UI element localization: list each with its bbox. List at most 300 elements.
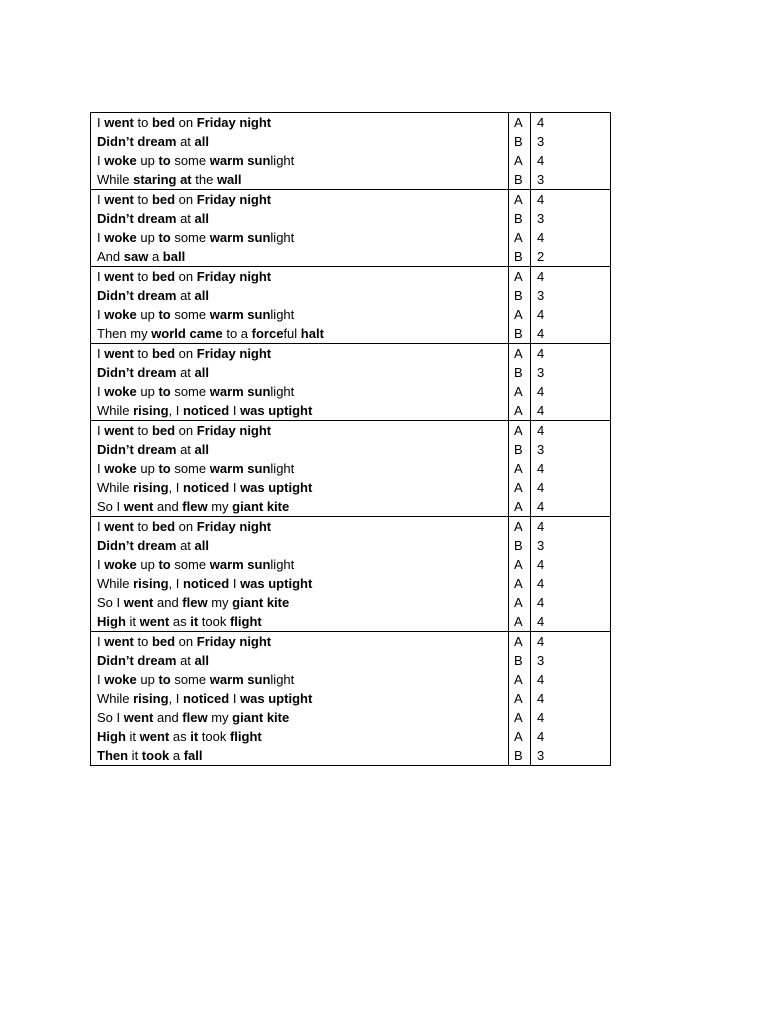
poem-line [97, 382, 508, 401]
stress-count-cell [531, 517, 611, 632]
rhyme-letter: A [514, 384, 523, 399]
poem-line [97, 344, 508, 363]
stressed-text: Friday night [196, 115, 272, 130]
stressed-text: it [190, 614, 199, 629]
unstressed-text: , I [168, 576, 183, 591]
stressed-text: giant kite [232, 710, 290, 725]
unstressed-text: light [270, 557, 295, 572]
stressed-text: was uptight [240, 691, 313, 706]
unstressed-text: , I [168, 480, 183, 495]
unstressed-text: some [170, 672, 210, 687]
stressed-text: woke [104, 307, 137, 322]
stanza-lines-cell [91, 344, 509, 421]
rhyme-letter: B [514, 134, 523, 149]
rhyme-scheme-cell [509, 421, 531, 517]
rhyme-letter: B [514, 653, 523, 668]
stressed-text: staring at [133, 172, 192, 187]
stressed-text: Friday night [196, 346, 272, 361]
stressed-text: fall [183, 748, 203, 763]
stress-count: 4 [537, 461, 545, 476]
unstressed-text: up [136, 230, 159, 245]
poem-line [97, 612, 508, 631]
unstressed-text: So I [97, 595, 124, 610]
poem-line [97, 708, 508, 727]
stressed-text: force [251, 326, 284, 341]
unstressed-text: up [136, 461, 159, 476]
poem-line [97, 727, 508, 746]
poem-line [97, 574, 508, 593]
unstressed-text: light [270, 307, 295, 322]
stress-count-cell [531, 190, 611, 267]
unstressed-text: light [270, 230, 295, 245]
stressed-text: bed [151, 115, 176, 130]
stanza-row [91, 632, 611, 766]
poem-line [97, 324, 508, 343]
stressed-text: all [194, 365, 210, 380]
unstressed-text: light [270, 672, 295, 687]
stanza-row [91, 113, 611, 190]
stressed-text: went [139, 729, 170, 744]
stress-count: 4 [537, 423, 545, 438]
stressed-text: to [158, 557, 171, 572]
stressed-text: noticed [182, 576, 230, 591]
stressed-text: all [194, 211, 210, 226]
stressed-text: noticed [182, 480, 230, 495]
rhyme-letter: B [514, 538, 523, 553]
rhyme-letter: B [514, 748, 523, 763]
stressed-text: halt [300, 326, 324, 341]
stress-count: 4 [537, 153, 545, 168]
unstressed-text: my [207, 595, 233, 610]
stressed-text: Then [97, 748, 129, 763]
unstressed-text: light [270, 153, 295, 168]
poem-line [97, 190, 508, 209]
unstressed-text: I [97, 192, 105, 207]
stressed-text: warm sun [209, 384, 271, 399]
unstressed-text: the [191, 172, 217, 187]
stressed-text: Friday night [196, 519, 272, 534]
unstressed-text: I [97, 269, 105, 284]
stressed-text: Didn’t dream [97, 365, 177, 380]
poem-line [97, 363, 508, 382]
stressed-text: it [190, 729, 199, 744]
stress-count: 4 [537, 326, 545, 341]
poem-line [97, 113, 508, 132]
unstressed-text: I [97, 461, 105, 476]
unstressed-text: I [97, 557, 105, 572]
rhyme-letter: A [514, 595, 523, 610]
stress-count: 4 [537, 346, 545, 361]
unstressed-text: light [270, 461, 295, 476]
stressed-text: warm sun [209, 153, 271, 168]
stress-count-cell [531, 344, 611, 421]
rhyme-letter: B [514, 172, 523, 187]
unstressed-text: on [175, 192, 197, 207]
unstressed-text: to [133, 269, 152, 284]
unstressed-text: on [175, 115, 197, 130]
stress-count: 4 [537, 403, 545, 418]
stressed-text: Friday night [196, 634, 272, 649]
poem-line [97, 746, 508, 765]
stressed-text: flew [182, 499, 208, 514]
poem-line [97, 689, 508, 708]
unstressed-text: I [97, 153, 105, 168]
unstressed-text: and [153, 595, 183, 610]
unstressed-text: While [97, 172, 134, 187]
unstressed-text: to [133, 423, 152, 438]
unstressed-text: up [136, 153, 159, 168]
stressed-text: flight [229, 614, 262, 629]
unstressed-text: my [207, 499, 233, 514]
stress-count: 4 [537, 614, 545, 629]
stress-count: 4 [537, 480, 545, 495]
rhyme-letter: A [514, 672, 523, 687]
stressed-text: Friday night [196, 269, 272, 284]
stanza-lines-cell [91, 632, 509, 766]
unstressed-text: , I [168, 403, 183, 418]
unstressed-text: to [133, 519, 152, 534]
stress-count: 3 [537, 748, 545, 763]
unstressed-text: to a [222, 326, 252, 341]
rhyme-letter: A [514, 230, 523, 245]
stress-count: 3 [537, 653, 545, 668]
stressed-text: saw [123, 249, 149, 264]
stressed-text: flew [182, 710, 208, 725]
stressed-text: to [158, 672, 171, 687]
rhyme-letter: A [514, 192, 523, 207]
rhyme-letter: A [514, 519, 523, 534]
stressed-text: to [158, 384, 171, 399]
stress-count: 4 [537, 691, 545, 706]
stressed-text: woke [104, 153, 137, 168]
stressed-text: woke [104, 557, 137, 572]
stressed-text: warm sun [209, 557, 271, 572]
stanza-lines-cell [91, 113, 509, 190]
stanza-lines-cell [91, 421, 509, 517]
stress-count: 4 [537, 192, 545, 207]
stress-count: 3 [537, 365, 545, 380]
stressed-text: bed [151, 423, 176, 438]
stressed-text: Friday night [196, 192, 272, 207]
poem-line [97, 555, 508, 574]
stressed-text: to [158, 461, 171, 476]
unstressed-text: I [97, 519, 105, 534]
stressed-text: was uptight [240, 480, 313, 495]
unstressed-text: I [229, 480, 241, 495]
stressed-text: noticed [182, 691, 230, 706]
unstressed-text: to [133, 115, 152, 130]
stanza-lines-cell [91, 190, 509, 267]
poem-line [97, 632, 508, 651]
unstressed-text: up [136, 384, 159, 399]
stress-count: 4 [537, 576, 545, 591]
rhyme-letter: A [514, 480, 523, 495]
unstressed-text: ful [283, 326, 301, 341]
unstressed-text: a [169, 748, 184, 763]
rhyme-letter: A [514, 269, 523, 284]
unstressed-text: on [175, 519, 197, 534]
rhyme-letter: A [514, 614, 523, 629]
stressed-text: went [104, 519, 134, 534]
stress-count: 4 [537, 499, 545, 514]
poem-line [97, 305, 508, 324]
unstressed-text: some [170, 461, 210, 476]
unstressed-text: , I [168, 691, 183, 706]
stressed-text: Friday night [196, 423, 272, 438]
stressed-text: flight [229, 729, 262, 744]
poem-table-body [91, 113, 611, 766]
stress-count: 4 [537, 230, 545, 245]
poem-line [97, 536, 508, 555]
rhyme-letter: B [514, 326, 523, 341]
unstressed-text: up [136, 672, 159, 687]
stressed-text: warm sun [209, 230, 271, 245]
poem-line [97, 286, 508, 305]
stress-count: 4 [537, 634, 545, 649]
unstressed-text: While [97, 480, 134, 495]
unstressed-text: some [170, 384, 210, 399]
rhyme-letter: A [514, 461, 523, 476]
stress-count: 4 [537, 557, 545, 572]
unstressed-text: I [97, 115, 105, 130]
unstressed-text: Then my [97, 326, 152, 341]
stanza-row [91, 190, 611, 267]
poem-line [97, 670, 508, 689]
poem-line [97, 247, 508, 266]
unstressed-text: I [97, 230, 105, 245]
unstressed-text: my [207, 710, 233, 725]
unstressed-text: at [176, 288, 195, 303]
unstressed-text: I [229, 576, 241, 591]
stress-count: 4 [537, 115, 545, 130]
stressed-text: went [104, 115, 134, 130]
stressed-text: giant kite [232, 499, 290, 514]
stress-count: 2 [537, 249, 545, 264]
unstressed-text: on [175, 634, 197, 649]
stressed-text: was uptight [240, 576, 313, 591]
unstressed-text: While [97, 576, 134, 591]
unstressed-text: it [128, 748, 142, 763]
rhyme-scheme-cell [509, 267, 531, 344]
rhyme-letter: B [514, 442, 523, 457]
rhyme-letter: A [514, 729, 523, 744]
rhyme-letter: A [514, 403, 523, 418]
unstressed-text: light [270, 384, 295, 399]
stressed-text: bed [151, 269, 176, 284]
unstressed-text: it [125, 729, 140, 744]
unstressed-text: to [133, 346, 152, 361]
stressed-text: rising [133, 403, 169, 418]
rhyme-letter: A [514, 710, 523, 725]
poem-line [97, 267, 508, 286]
stressed-text: went [104, 269, 134, 284]
stressed-text: warm sun [209, 672, 271, 687]
stressed-text: all [194, 538, 210, 553]
unstressed-text: on [175, 269, 197, 284]
unstressed-text: I [97, 307, 105, 322]
rhyme-letter: A [514, 691, 523, 706]
stressed-text: woke [104, 230, 137, 245]
stressed-text: flew [182, 595, 208, 610]
stress-count: 4 [537, 710, 545, 725]
poem-stress-table [90, 112, 611, 766]
stressed-text: all [194, 134, 210, 149]
stressed-text: went [104, 346, 134, 361]
stressed-text: wall [216, 172, 242, 187]
rhyme-letter: A [514, 634, 523, 649]
poem-line [97, 401, 508, 420]
stress-count: 4 [537, 519, 545, 534]
stress-count: 4 [537, 384, 545, 399]
stressed-text: to [158, 230, 171, 245]
unstressed-text: some [170, 557, 210, 572]
unstressed-text: I [97, 384, 105, 399]
stressed-text: rising [133, 691, 169, 706]
rhyme-scheme-cell [509, 190, 531, 267]
stress-count: 3 [537, 288, 545, 303]
rhyme-letter: B [514, 288, 523, 303]
rhyme-scheme-cell [509, 344, 531, 421]
stress-count: 3 [537, 211, 545, 226]
unstressed-text: took [198, 729, 230, 744]
rhyme-letter: B [514, 211, 523, 226]
unstressed-text: at [176, 538, 195, 553]
stressed-text: to [158, 307, 171, 322]
unstressed-text: on [175, 423, 197, 438]
poem-line [97, 170, 508, 189]
stress-count: 4 [537, 672, 545, 687]
stressed-text: all [194, 442, 210, 457]
stressed-text: was uptight [240, 403, 313, 418]
rhyme-scheme-cell [509, 517, 531, 632]
unstressed-text: up [136, 307, 159, 322]
rhyme-letter: A [514, 153, 523, 168]
stressed-text: warm sun [209, 461, 271, 476]
poem-line [97, 593, 508, 612]
stress-count: 3 [537, 134, 545, 149]
poem-line [97, 651, 508, 670]
poem-line [97, 151, 508, 170]
rhyme-letter: A [514, 307, 523, 322]
unstressed-text: to [133, 192, 152, 207]
stressed-text: bed [151, 346, 176, 361]
unstressed-text: While [97, 691, 134, 706]
unstressed-text: some [170, 230, 210, 245]
stressed-text: warm sun [209, 307, 271, 322]
poem-line [97, 497, 508, 516]
stressed-text: went [139, 614, 170, 629]
unstressed-text: at [176, 134, 195, 149]
unstressed-text: And [97, 249, 124, 264]
stress-count: 3 [537, 172, 545, 187]
unstressed-text: I [97, 423, 105, 438]
poem-line [97, 421, 508, 440]
unstressed-text: a [148, 249, 163, 264]
unstressed-text: I [229, 691, 241, 706]
poem-line [97, 459, 508, 478]
rhyme-letter: A [514, 115, 523, 130]
stressed-text: took [141, 748, 170, 763]
stanza-lines-cell [91, 517, 509, 632]
stress-count-cell [531, 421, 611, 517]
stressed-text: went [104, 634, 134, 649]
stressed-text: woke [104, 461, 137, 476]
stressed-text: went [123, 710, 154, 725]
stressed-text: High [97, 614, 126, 629]
stressed-text: went [123, 595, 154, 610]
unstressed-text: I [97, 672, 105, 687]
unstressed-text: So I [97, 710, 124, 725]
stress-count: 4 [537, 729, 545, 744]
stressed-text: bed [151, 634, 176, 649]
unstressed-text: I [229, 403, 241, 418]
stress-count: 4 [537, 307, 545, 322]
poem-line [97, 440, 508, 459]
stressed-text: world came [151, 326, 223, 341]
stressed-text: Didn’t dream [97, 134, 177, 149]
stressed-text: Didn’t dream [97, 442, 177, 457]
rhyme-letter: A [514, 346, 523, 361]
stanza-row [91, 517, 611, 632]
unstressed-text: to [133, 634, 152, 649]
stressed-text: Didn’t dream [97, 653, 177, 668]
stanza-row [91, 421, 611, 517]
unstressed-text: and [153, 710, 183, 725]
unstressed-text: as [169, 729, 191, 744]
stress-count-cell [531, 267, 611, 344]
stressed-text: rising [133, 480, 169, 495]
unstressed-text: some [170, 153, 210, 168]
unstressed-text: up [136, 557, 159, 572]
stress-count-cell [531, 632, 611, 766]
stressed-text: woke [104, 672, 137, 687]
poem-line [97, 478, 508, 497]
unstressed-text: at [176, 211, 195, 226]
stress-count: 4 [537, 595, 545, 610]
stressed-text: giant kite [232, 595, 290, 610]
stress-count-cell [531, 113, 611, 190]
unstressed-text: on [175, 346, 197, 361]
stressed-text: Didn’t dream [97, 211, 177, 226]
stanza-lines-cell [91, 267, 509, 344]
rhyme-letter: A [514, 423, 523, 438]
stressed-text: ball [162, 249, 186, 264]
stressed-text: to [158, 153, 171, 168]
stressed-text: woke [104, 384, 137, 399]
unstressed-text: and [153, 499, 183, 514]
unstressed-text: at [176, 442, 195, 457]
unstressed-text: at [176, 365, 195, 380]
unstressed-text: I [97, 634, 105, 649]
stressed-text: rising [133, 576, 169, 591]
stress-count: 3 [537, 538, 545, 553]
poem-line [97, 517, 508, 536]
stressed-text: all [194, 288, 210, 303]
unstressed-text: it [125, 614, 140, 629]
stressed-text: Didn’t dream [97, 288, 177, 303]
rhyme-letter: B [514, 249, 523, 264]
stressed-text: Didn’t dream [97, 538, 177, 553]
rhyme-scheme-cell [509, 113, 531, 190]
unstressed-text: While [97, 403, 134, 418]
poem-line [97, 228, 508, 247]
rhyme-letter: A [514, 499, 523, 514]
unstressed-text: at [176, 653, 195, 668]
stressed-text: bed [151, 192, 176, 207]
stressed-text: bed [151, 519, 176, 534]
stressed-text: High [97, 729, 126, 744]
rhyme-letter: A [514, 576, 523, 591]
